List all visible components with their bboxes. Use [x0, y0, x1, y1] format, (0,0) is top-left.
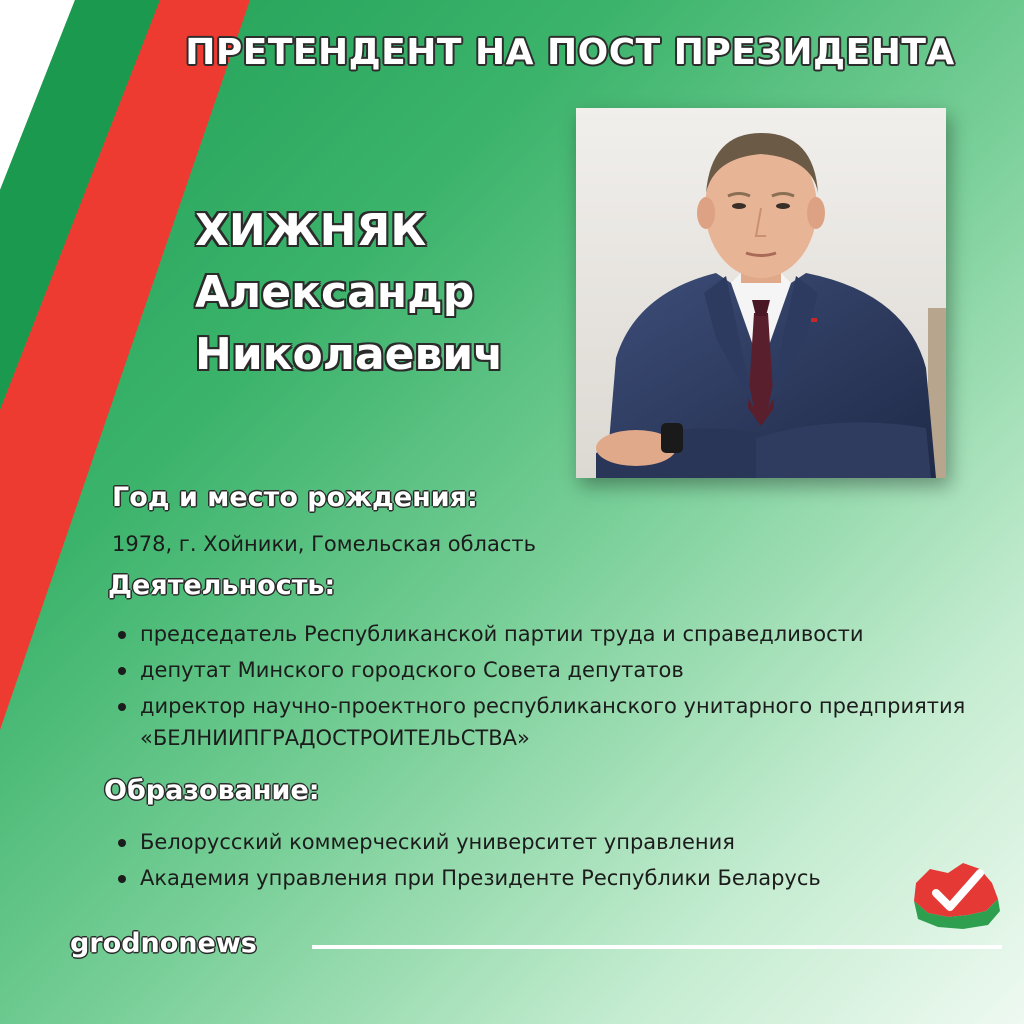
- birth-title: Год и место рождения:: [112, 482, 478, 513]
- activity-title: Деятельность:: [108, 570, 336, 601]
- candidate-surname: ХИЖНЯК: [195, 205, 427, 256]
- candidate-name: [195, 200, 503, 386]
- activity-item: депутат Минского городского Совета депутатов: [112, 654, 992, 686]
- footer-divider: [312, 945, 1002, 949]
- activity-list: [112, 618, 992, 758]
- education-title: Образование:: [104, 775, 320, 806]
- activity-item: председатель Республиканской партии труда и справедливости: [112, 618, 992, 650]
- candidate-patronymic: Николаевич: [195, 329, 504, 380]
- brand-name: grodnonews: [70, 928, 257, 959]
- education-item: Академия управления при Президенте Республики Беларусь: [112, 862, 992, 894]
- birth-value: 1978, г. Хойники, Гомельская область: [112, 532, 536, 556]
- belarus-map-checkmark-icon: [908, 855, 1004, 935]
- activity-item: директор научно-проектного республиканского унитарного предприятия «БЕЛНИИПГРАДОСТРОИТЕЛЬСТВА»: [112, 690, 992, 754]
- candidate-photo: [576, 108, 946, 478]
- candidate-first-name: Александр: [195, 267, 475, 318]
- education-item: Белорусский коммерческий университет управления: [112, 826, 992, 858]
- page-headline: ПРЕТЕНДЕНТ НА ПОСТ ПРЕЗИДЕНТА: [185, 32, 955, 73]
- education-list: [112, 826, 992, 898]
